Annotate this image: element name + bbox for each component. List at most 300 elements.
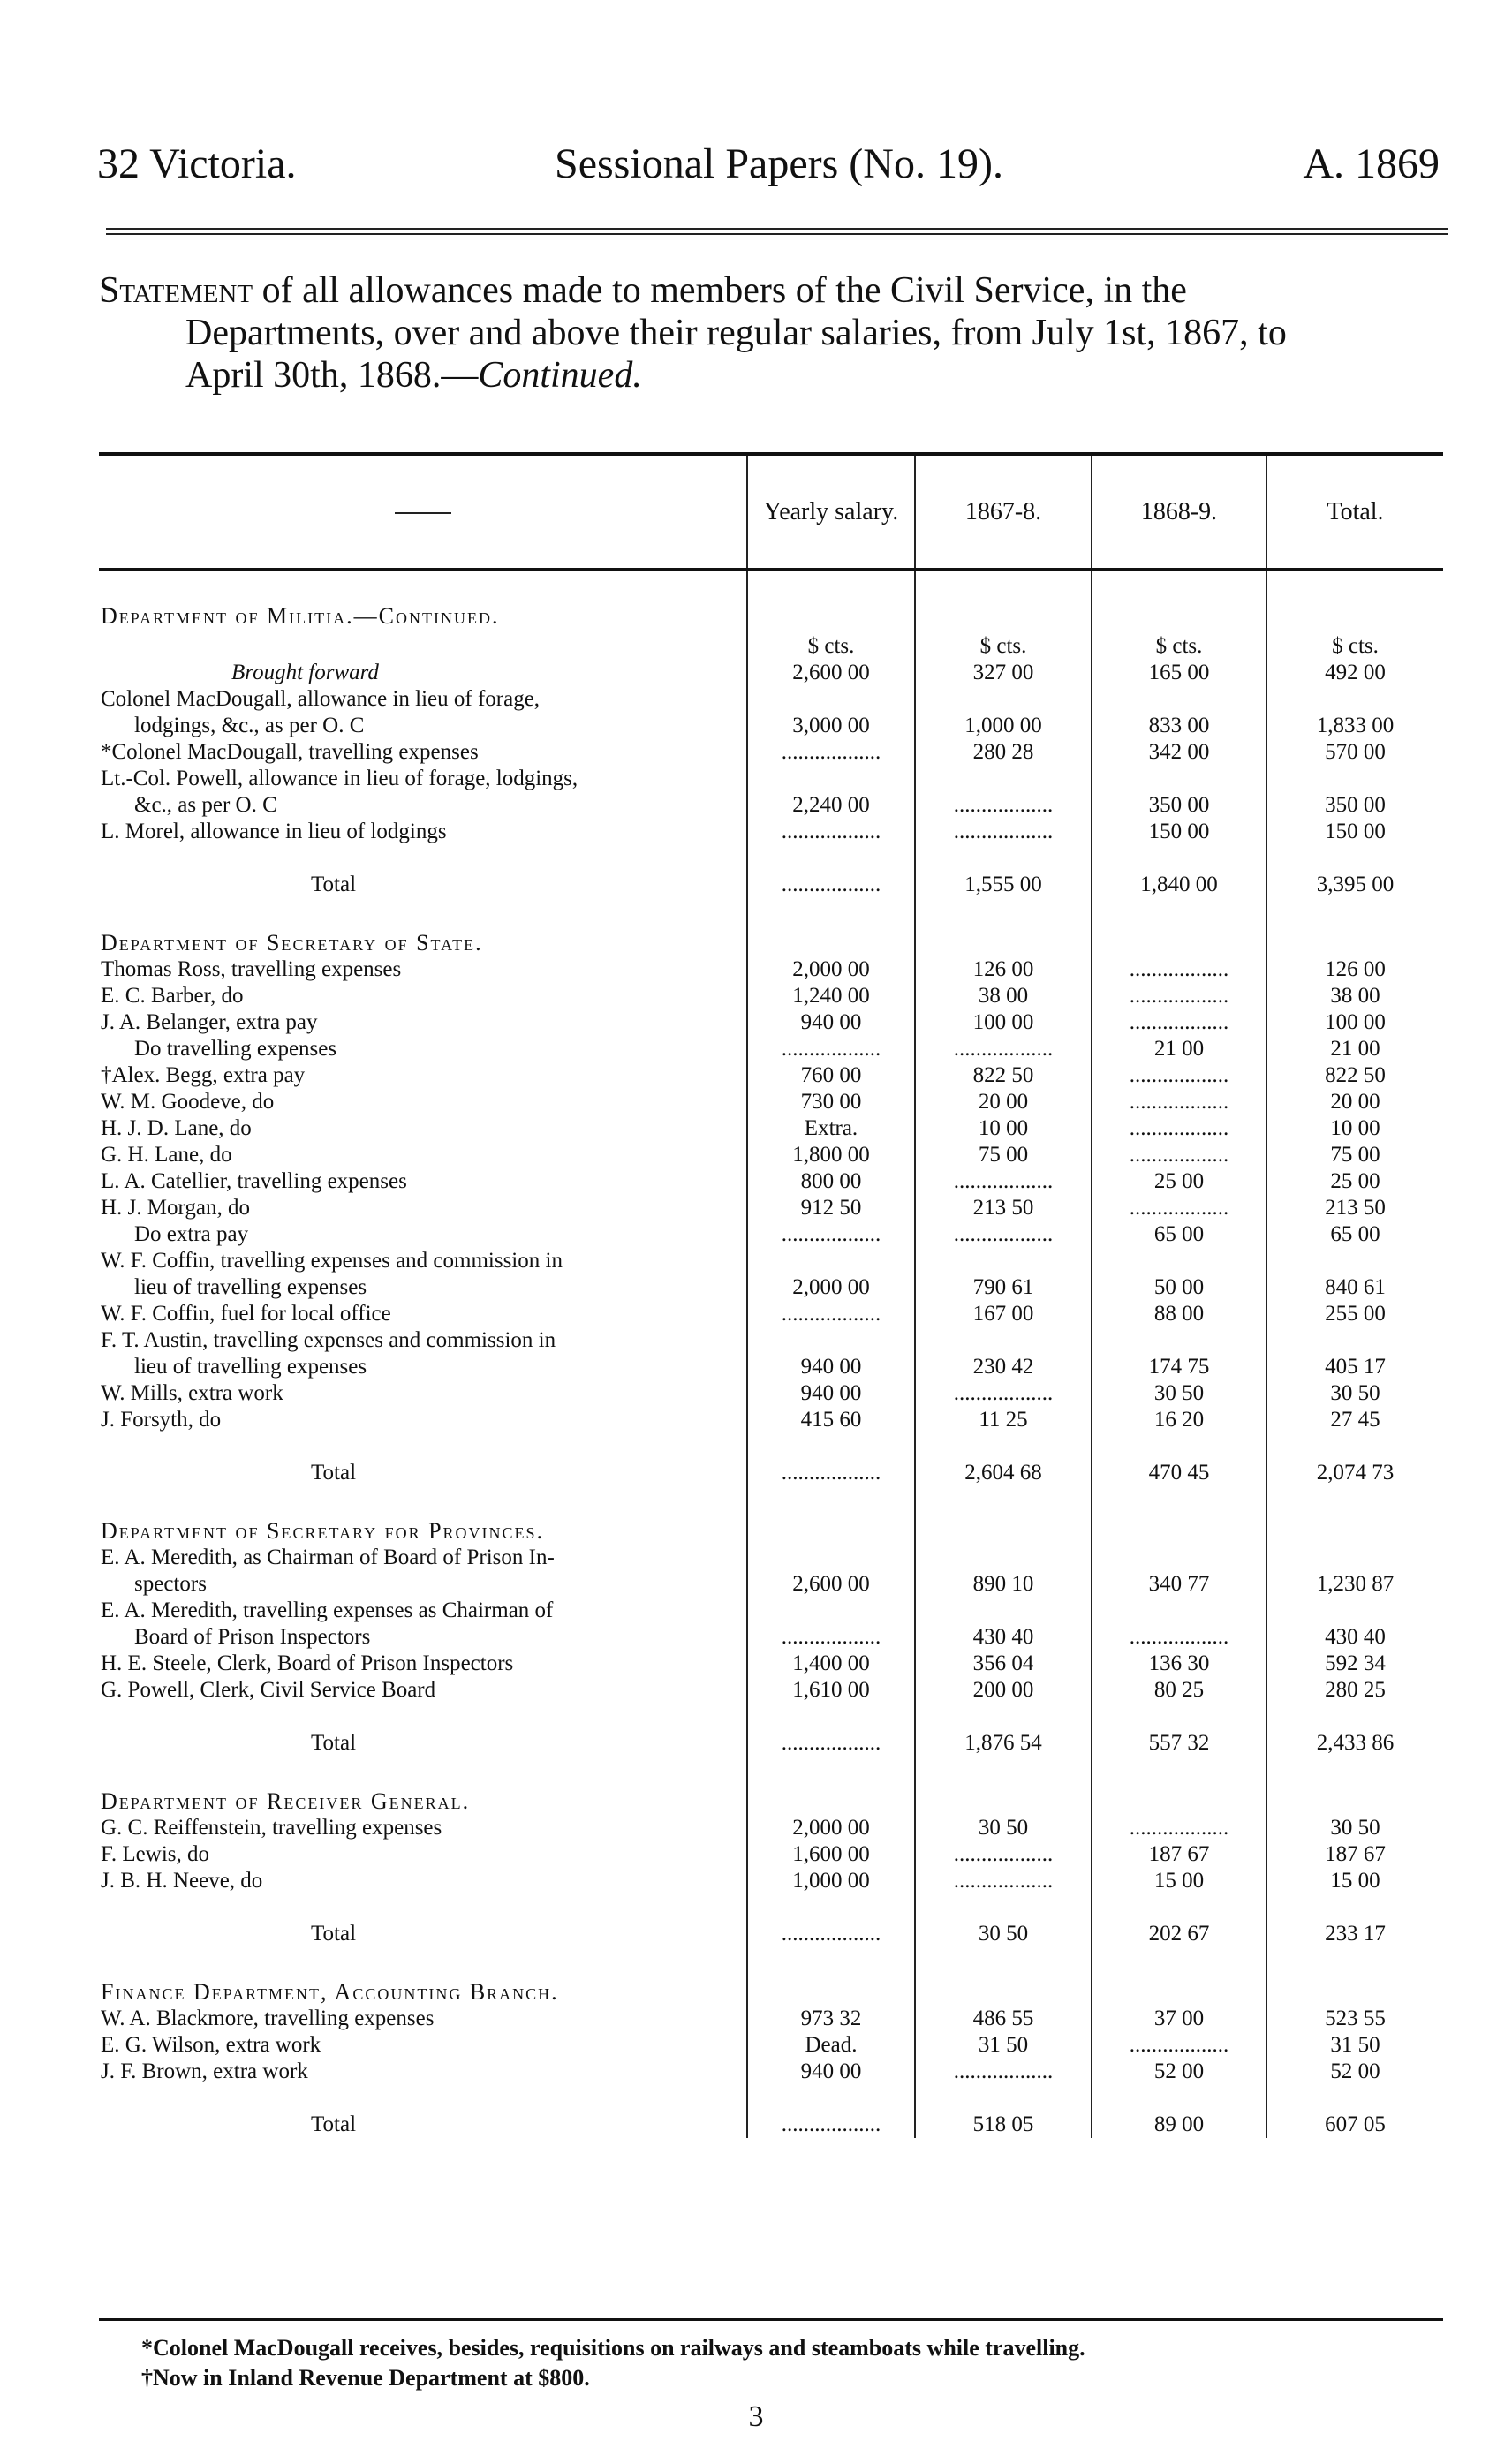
year-1868-9-cell [1092, 1248, 1266, 1274]
footnote-begg: †Now in Inland Revenue Department at $800. [141, 2365, 590, 2391]
total-cell: 30 50 [1266, 1380, 1443, 1407]
yearly-salary-cell: .................. [747, 1624, 915, 1651]
table-row [99, 660, 1443, 686]
year-1867-8-cell: 1,000 00 [915, 713, 1092, 739]
empty-cell [1092, 1757, 1266, 1815]
total-cell: 10 00 [1266, 1115, 1443, 1142]
total-cell: 280 25 [1266, 1677, 1443, 1704]
year-1868-9-cell: .................. [1092, 1195, 1266, 1221]
year-1867-8-cell: .................. [915, 1380, 1092, 1407]
total-cell [1266, 686, 1443, 713]
row-name: G. H. Lane, do [101, 1143, 232, 1167]
table-row [99, 1598, 1443, 1624]
row-name: lodgings, &c., as per O. C [134, 714, 365, 737]
row-name: G. Powell, Clerk, Civil Service Board [101, 1678, 436, 1702]
total-cell: 150 00 [1266, 819, 1443, 845]
year-1868-9-total: 557 32 [1092, 1704, 1266, 1757]
row-name: Do travelling expenses [134, 1037, 337, 1061]
empty-cell [1266, 898, 1443, 956]
year-1867-8-cell [915, 1598, 1092, 1624]
yearly-salary-cell: .................. [747, 819, 915, 845]
allowances-table [99, 452, 1443, 2138]
year-1867-8-cell [915, 1248, 1092, 1274]
total-header: Total. [1266, 454, 1443, 570]
year-1868-9-cell [1092, 1327, 1266, 1354]
table-row [99, 1354, 1443, 1380]
yearly-salary-total: .................. [747, 845, 915, 898]
year-1867-8-cell: 75 00 [915, 1142, 1092, 1168]
table-row [99, 1301, 1443, 1327]
empty-cell [1266, 1757, 1443, 1815]
year-1867-8-cell: 356 04 [915, 1651, 1092, 1677]
total-cell [1266, 766, 1443, 792]
row-name: H. E. Steele, Clerk, Board of Prison Inspectors [101, 1651, 514, 1675]
yearly-salary-total: .................. [747, 1704, 915, 1757]
row-name: Do extra pay [134, 1222, 249, 1246]
yearly-salary-cell: 730 00 [747, 1089, 915, 1115]
year-1867-8-cell: 100 00 [915, 1009, 1092, 1036]
yearly-salary-cell: 1,000 00 [747, 1868, 915, 1894]
yearly-salary-header: Yearly salary. [747, 454, 915, 570]
year-1868-9-cell: 136 30 [1092, 1651, 1266, 1677]
units-row [99, 630, 1443, 660]
year-1867-8-cell [915, 1545, 1092, 1571]
year-1868-9-cell: 150 00 [1092, 819, 1266, 845]
year-1868-9-cell: 50 00 [1092, 1274, 1266, 1301]
empty-cell [1092, 1947, 1266, 2006]
grand-total: 233 17 [1266, 1894, 1443, 1947]
total-cell: 592 34 [1266, 1651, 1443, 1677]
row-name: Board of Prison Inspectors [134, 1625, 371, 1649]
year-1867-8-cell: .................. [915, 1221, 1092, 1248]
table-row [99, 2006, 1443, 2032]
yearly-salary-cell: 2,000 00 [747, 1274, 915, 1301]
yearly-salary-cell: .................. [747, 1221, 915, 1248]
row-name: lieu of travelling expenses [134, 1355, 367, 1379]
year-1867-8-cell: 890 10 [915, 1571, 1092, 1598]
year-1868-9-total: 1,840 00 [1092, 845, 1266, 898]
year-1867-8-cell: 230 42 [915, 1354, 1092, 1380]
row-name: F. Lewis, do [101, 1842, 209, 1866]
total-cell: 21 00 [1266, 1036, 1443, 1062]
yearly-salary-total: .................. [747, 1433, 915, 1486]
yearly-salary-cell: 2,000 00 [747, 1815, 915, 1841]
units-label: $ cts. [747, 630, 915, 660]
total-cell: 213 50 [1266, 1195, 1443, 1221]
yearly-salary-total: .................. [747, 1894, 915, 1947]
year-1867-8-header: 1867-8. [915, 454, 1092, 570]
section-heading: Department of Militia.—Continued. [101, 603, 500, 629]
section-total-row [99, 845, 1443, 898]
table-row [99, 1624, 1443, 1651]
year-1868-9-cell: .................. [1092, 2032, 1266, 2059]
table-row [99, 1221, 1443, 1248]
total-cell: 405 17 [1266, 1354, 1443, 1380]
empty-cell [747, 1757, 915, 1815]
row-name: *Colonel MacDougall, travelling expenses [101, 740, 479, 764]
table-row [99, 956, 1443, 983]
title-line-2: Departments, over and above their regular salaries, from July 1st, 1867, to [185, 313, 1287, 353]
empty-cell [915, 1486, 1092, 1545]
empty-cell [915, 898, 1092, 956]
year-1867-8-cell: 280 28 [915, 739, 1092, 766]
yearly-salary-cell [747, 1598, 915, 1624]
footnote-rule [99, 2318, 1443, 2321]
yearly-salary-cell: 415 60 [747, 1407, 915, 1433]
table-row [99, 1142, 1443, 1168]
year-1867-8-cell: 327 00 [915, 660, 1092, 686]
statement-title [99, 269, 1450, 397]
grand-total: 3,395 00 [1266, 845, 1443, 898]
yearly-salary-cell: 3,000 00 [747, 713, 915, 739]
year-1867-8-cell: 486 55 [915, 2006, 1092, 2032]
year-1868-9-cell: 80 25 [1092, 1677, 1266, 1704]
row-name: E. G. Wilson, extra work [101, 2033, 321, 2057]
total-cell: 350 00 [1266, 792, 1443, 819]
year-1868-9-cell: 25 00 [1092, 1168, 1266, 1195]
year-1867-8-cell: 31 50 [915, 2032, 1092, 2059]
year-1868-9-cell: 342 00 [1092, 739, 1266, 766]
year-1867-8-cell: .................. [915, 1841, 1092, 1868]
yearly-salary-cell: 912 50 [747, 1195, 915, 1221]
year-1868-9-cell [1092, 1545, 1266, 1571]
year-1867-8-cell: 822 50 [915, 1062, 1092, 1089]
yearly-salary-cell: 760 00 [747, 1062, 915, 1089]
total-cell: 255 00 [1266, 1301, 1443, 1327]
table-row [99, 792, 1443, 819]
year-1868-9-header: 1868-9. [1092, 454, 1266, 570]
total-cell: 65 00 [1266, 1221, 1443, 1248]
empty-cell [915, 1757, 1092, 1815]
yearly-salary-cell: 2,600 00 [747, 660, 915, 686]
year-1868-9-cell: .................. [1092, 1009, 1266, 1036]
table-row [99, 1380, 1443, 1407]
year-1867-8-cell: 10 00 [915, 1115, 1092, 1142]
table-row [99, 1407, 1443, 1433]
year-1867-8-cell: 38 00 [915, 983, 1092, 1009]
table-row [99, 1062, 1443, 1089]
footnotes [141, 2333, 1085, 2393]
table-row [99, 1195, 1443, 1221]
year-1868-9-cell: .................. [1092, 1815, 1266, 1841]
empty-cell [747, 1486, 915, 1545]
header-sessional-papers: Sessional Papers (No. 19). [555, 140, 1003, 187]
year-1868-9-cell: 16 20 [1092, 1407, 1266, 1433]
year-1868-9-cell: 15 00 [1092, 1868, 1266, 1894]
table-row [99, 686, 1443, 713]
section-heading: Department of Receiver General. [101, 1788, 471, 1814]
year-1868-9-cell: .................. [1092, 1624, 1266, 1651]
table-row [99, 1841, 1443, 1868]
yearly-salary-cell: 1,400 00 [747, 1651, 915, 1677]
title-line-3: April 30th, 1868.— [185, 355, 479, 396]
empty-cell [1092, 570, 1266, 630]
total-label: Total [311, 1922, 357, 1946]
total-cell: 30 50 [1266, 1815, 1443, 1841]
row-name: E. A. Meredith, as Chairman of Board of Prison In- [101, 1545, 555, 1569]
column-header-row [99, 454, 1443, 570]
year-1868-9-cell: 165 00 [1092, 660, 1266, 686]
section-total-row [99, 2085, 1443, 2138]
table-row [99, 1248, 1443, 1274]
yearly-salary-cell: .................. [747, 1036, 915, 1062]
yearly-salary-cell: 1,800 00 [747, 1142, 915, 1168]
yearly-salary-cell: 2,240 00 [747, 792, 915, 819]
row-name: E. C. Barber, do [101, 984, 244, 1008]
total-cell: 1,833 00 [1266, 713, 1443, 739]
year-1868-9-cell: .................. [1092, 1089, 1266, 1115]
yearly-salary-cell: .................. [747, 1301, 915, 1327]
row-name: L. A. Catellier, travelling expenses [101, 1169, 407, 1193]
total-cell [1266, 1598, 1443, 1624]
year-1867-8-cell [915, 1327, 1092, 1354]
total-cell: 15 00 [1266, 1868, 1443, 1894]
row-name: H. J. D. Lane, do [101, 1116, 252, 1140]
table-row [99, 1868, 1443, 1894]
section-heading: Department of Secretary of State. [101, 930, 483, 956]
total-cell: 75 00 [1266, 1142, 1443, 1168]
year-1867-8-cell: .................. [915, 1868, 1092, 1894]
section-total-row [99, 1433, 1443, 1486]
yearly-salary-cell: 940 00 [747, 1009, 915, 1036]
empty-cell [1266, 1947, 1443, 2006]
year-1868-9-cell [1092, 766, 1266, 792]
grand-total: 2,433 86 [1266, 1704, 1443, 1757]
yearly-salary-cell: 1,610 00 [747, 1677, 915, 1704]
units-label: $ cts. [1266, 630, 1443, 660]
year-1868-9-cell: 21 00 [1092, 1036, 1266, 1062]
year-1868-9-cell: .................. [1092, 1115, 1266, 1142]
row-name: spectors [134, 1572, 207, 1596]
year-1867-8-total: 1,876 54 [915, 1704, 1092, 1757]
table-row [99, 739, 1443, 766]
total-cell [1266, 1327, 1443, 1354]
year-1867-8-total: 1,555 00 [915, 845, 1092, 898]
empty-cell [915, 1947, 1092, 2006]
row-name: W. F. Coffin, travelling expenses and commission in [101, 1249, 563, 1273]
table-row [99, 1274, 1443, 1301]
header-rule [106, 228, 1448, 230]
row-name: E. A. Meredith, travelling expenses as Chairman of [101, 1598, 554, 1622]
year-1868-9-cell: 174 75 [1092, 1354, 1266, 1380]
year-1868-9-cell: 30 50 [1092, 1380, 1266, 1407]
units-label: $ cts. [915, 630, 1092, 660]
section-heading: Department of Secretary for Provinces. [101, 1518, 545, 1544]
year-1867-8-cell: 430 40 [915, 1624, 1092, 1651]
row-name: J. B. H. Neeve, do [101, 1869, 263, 1893]
yearly-salary-cell: 940 00 [747, 2059, 915, 2085]
year-1867-8-cell [915, 686, 1092, 713]
year-1868-9-cell: 52 00 [1092, 2059, 1266, 2085]
row-name: G. C. Reiffenstein, travelling expenses [101, 1816, 442, 1840]
total-cell [1266, 1545, 1443, 1571]
section-heading-row [99, 1757, 1443, 1815]
row-name: J. A. Belanger, extra pay [101, 1010, 318, 1034]
table-row [99, 1168, 1443, 1195]
yearly-salary-cell: 2,000 00 [747, 956, 915, 983]
title-lead: Statement [99, 270, 253, 311]
yearly-salary-total: .................. [747, 2085, 915, 2138]
table-body [99, 570, 1443, 2138]
year-1867-8-cell: 20 00 [915, 1089, 1092, 1115]
year-1868-9-total: 202 67 [1092, 1894, 1266, 1947]
total-label: Total [311, 1461, 357, 1485]
year-1867-8-cell: .................. [915, 2059, 1092, 2085]
yearly-salary-cell: 940 00 [747, 1380, 915, 1407]
year-1867-8-cell: 11 25 [915, 1407, 1092, 1433]
total-cell: 1,230 87 [1266, 1571, 1443, 1598]
row-name: J. F. Brown, extra work [101, 2059, 308, 2083]
total-cell: 840 61 [1266, 1274, 1443, 1301]
section-heading-row [99, 898, 1443, 956]
section-total-row [99, 1704, 1443, 1757]
section-heading: Finance Department, Accounting Branch. [101, 1979, 559, 2005]
total-label: Total [311, 1731, 357, 1755]
year-1868-9-cell: .................. [1092, 956, 1266, 983]
yearly-salary-cell: 973 32 [747, 2006, 915, 2032]
year-1868-9-cell [1092, 1598, 1266, 1624]
total-cell: 25 00 [1266, 1168, 1443, 1195]
empty-cell [1092, 1486, 1266, 1545]
table-row [99, 1571, 1443, 1598]
total-cell: 20 00 [1266, 1089, 1443, 1115]
row-name: Colonel MacDougall, allowance in lieu of forage, [101, 687, 541, 711]
year-1867-8-cell: 200 00 [915, 1677, 1092, 1704]
year-1867-8-total: 518 05 [915, 2085, 1092, 2138]
year-1868-9-cell [1092, 686, 1266, 713]
year-1868-9-cell: .................. [1092, 1142, 1266, 1168]
table-row [99, 2059, 1443, 2085]
yearly-salary-cell: .................. [747, 739, 915, 766]
table-row [99, 1815, 1443, 1841]
title-line-1: of all allowances made to members of the Civil Service, in the [253, 270, 1187, 311]
table-row [99, 1115, 1443, 1142]
table-row [99, 819, 1443, 845]
year-1868-9-total: 89 00 [1092, 2085, 1266, 2138]
year-1868-9-cell: .................. [1092, 983, 1266, 1009]
header-year: A. 1869 [1303, 140, 1440, 187]
empty-cell [99, 630, 747, 660]
year-1868-9-cell: 65 00 [1092, 1221, 1266, 1248]
row-name: Brought forward [231, 661, 379, 684]
table-row [99, 1089, 1443, 1115]
table-row [99, 1677, 1443, 1704]
header-rule-2 [106, 233, 1448, 235]
total-label: Total [311, 2112, 357, 2136]
empty-cell [1266, 570, 1443, 630]
row-name: F. T. Austin, travelling expenses and commission in [101, 1328, 556, 1352]
year-1867-8-cell: .................. [915, 819, 1092, 845]
yearly-salary-cell: 2,600 00 [747, 1571, 915, 1598]
table-row [99, 1651, 1443, 1677]
yearly-salary-cell: 940 00 [747, 1354, 915, 1380]
grand-total: 2,074 73 [1266, 1433, 1443, 1486]
year-1868-9-cell: 350 00 [1092, 792, 1266, 819]
table-row [99, 1327, 1443, 1354]
total-cell: 31 50 [1266, 2032, 1443, 2059]
row-name: H. J. Morgan, do [101, 1196, 250, 1220]
empty-cell [1266, 1486, 1443, 1545]
row-name: W. F. Coffin, fuel for local office [101, 1302, 391, 1326]
table-row [99, 1009, 1443, 1036]
grand-total: 607 05 [1266, 2085, 1443, 2138]
total-cell: 38 00 [1266, 983, 1443, 1009]
row-name: Lt.-Col. Powell, allowance in lieu of forage, lodgings, [101, 767, 578, 790]
total-cell: 52 00 [1266, 2059, 1443, 2085]
year-1867-8-cell [915, 766, 1092, 792]
year-1867-8-total: 30 50 [915, 1894, 1092, 1947]
section-total-row [99, 1894, 1443, 1947]
yearly-salary-cell [747, 766, 915, 792]
yearly-salary-cell [747, 1327, 915, 1354]
section-heading-row [99, 1486, 1443, 1545]
total-cell: 523 55 [1266, 2006, 1443, 2032]
year-1867-8-cell: .................. [915, 1168, 1092, 1195]
year-1868-9-cell: 37 00 [1092, 2006, 1266, 2032]
row-name: L. Morel, allowance in lieu of lodgings [101, 820, 447, 843]
yearly-salary-cell: Extra. [747, 1115, 915, 1142]
yearly-salary-cell: Dead. [747, 2032, 915, 2059]
row-name: lieu of travelling expenses [134, 1275, 367, 1299]
year-1867-8-total: 2,604 68 [915, 1433, 1092, 1486]
row-name: Thomas Ross, travelling expenses [101, 957, 402, 981]
year-1868-9-cell: 88 00 [1092, 1301, 1266, 1327]
row-name: †Alex. Begg, extra pay [101, 1063, 306, 1087]
table-row [99, 1036, 1443, 1062]
year-1867-8-cell: 167 00 [915, 1301, 1092, 1327]
table-row [99, 766, 1443, 792]
row-name: W. A. Blackmore, travelling expenses [101, 2006, 435, 2030]
year-1868-9-total: 470 45 [1092, 1433, 1266, 1486]
running-header [97, 140, 1440, 201]
units-label: $ cts. [1092, 630, 1266, 660]
total-cell: 570 00 [1266, 739, 1443, 766]
year-1868-9-cell: 187 67 [1092, 1841, 1266, 1868]
table-row [99, 1545, 1443, 1571]
year-1868-9-cell: 833 00 [1092, 713, 1266, 739]
year-1868-9-cell: 340 77 [1092, 1571, 1266, 1598]
year-1867-8-cell: 790 61 [915, 1274, 1092, 1301]
total-cell: 492 00 [1266, 660, 1443, 686]
empty-cell [747, 1947, 915, 2006]
total-cell: 822 50 [1266, 1062, 1443, 1089]
empty-cell [915, 570, 1092, 630]
yearly-salary-cell: 800 00 [747, 1168, 915, 1195]
empty-cell [747, 898, 915, 956]
page-number: 3 [748, 2400, 764, 2433]
year-1867-8-cell: 213 50 [915, 1195, 1092, 1221]
yearly-salary-cell [747, 686, 915, 713]
empty-cell [1092, 898, 1266, 956]
title-continued: Continued. [478, 355, 642, 396]
total-cell [1266, 1248, 1443, 1274]
name-column-header [99, 454, 747, 570]
year-1867-8-cell: 126 00 [915, 956, 1092, 983]
footnote-macdougall: *Colonel MacDougall receives, besides, requisitions on railways and steamboats while travelling. [141, 2335, 1085, 2361]
section-heading-row [99, 1947, 1443, 2006]
yearly-salary-cell [747, 1248, 915, 1274]
yearly-salary-cell: 1,240 00 [747, 983, 915, 1009]
year-1867-8-cell: .................. [915, 1036, 1092, 1062]
total-label: Total [311, 873, 357, 896]
header-session: 32 Victoria. [97, 140, 297, 187]
section-heading-row [99, 570, 1443, 630]
total-cell: 27 45 [1266, 1407, 1443, 1433]
total-cell: 187 67 [1266, 1841, 1443, 1868]
empty-cell [747, 570, 915, 630]
year-1867-8-cell: .................. [915, 792, 1092, 819]
table-row [99, 713, 1443, 739]
